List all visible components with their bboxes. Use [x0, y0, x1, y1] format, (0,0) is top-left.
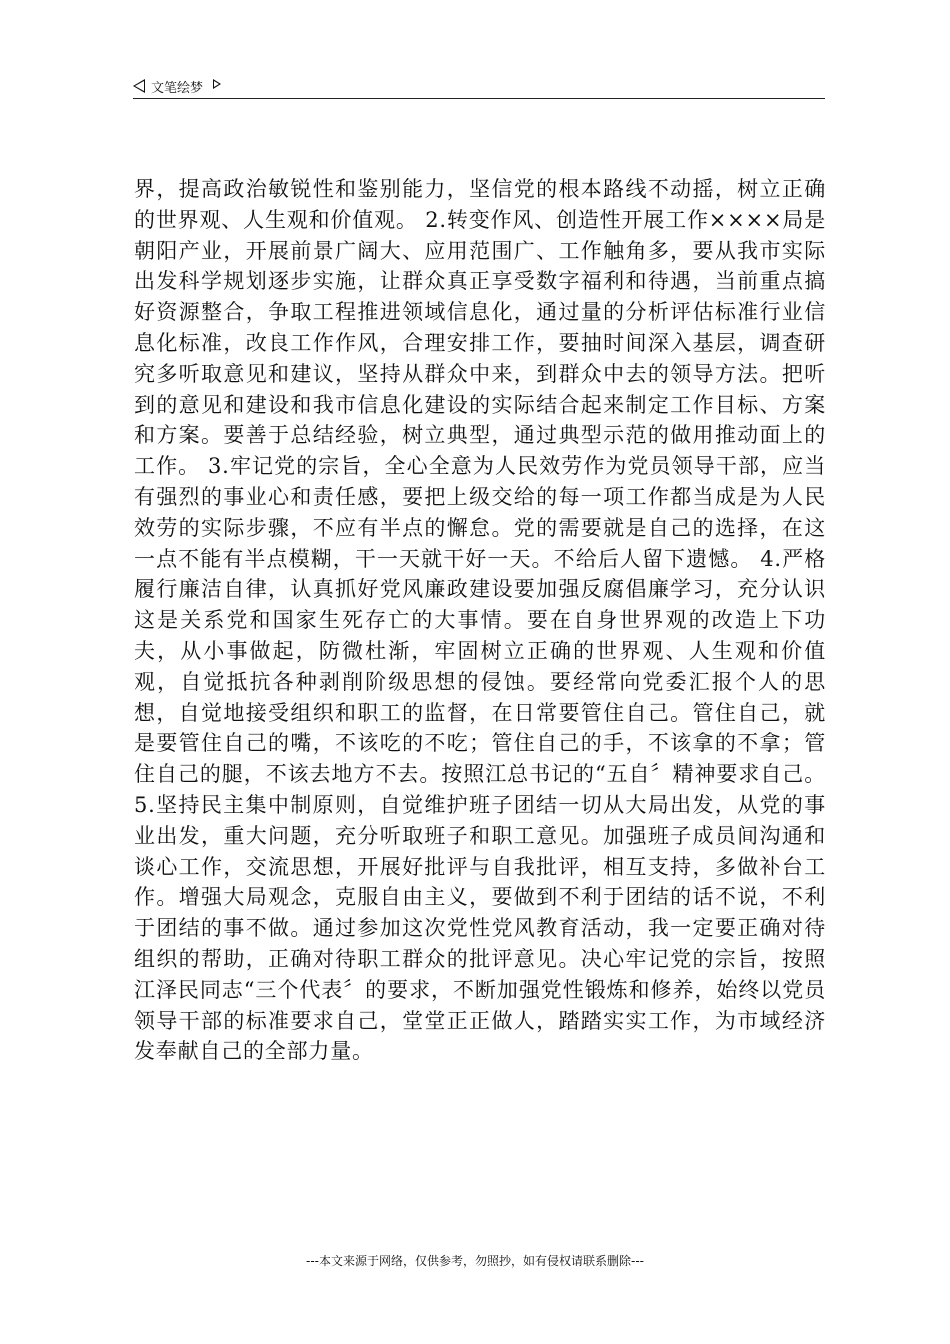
header-title: 文笔绘梦	[151, 80, 204, 96]
footer-disclaimer: ---本文来源于网络，仅供参考，勿照抄，如有侵权请联系删除---	[306, 1254, 644, 1268]
triangle-right-icon	[213, 79, 221, 89]
body-paragraph: 界，提高政治敏锐性和鉴别能力，坚信党的根本路线不动摇，树立正确的世界观、人生观和价值观。 2.转变作风、创造性开展工作××××局是朝阳产业，开展前景广阔大、应用范围广、工作触角多，要从我市实际出发科学规划逐步实施，让群众真正享受数字福利和待遇，当前重点搞好资源整合，争取工程推进领域信息化，通过量的分析评估标准行业信息化标准，改良工作作风，合理安排工作，要抽时间深入基层，调查研究多听取意见和建议，坚持从群众中来，到群众中去的领导方法。把听到的意见和建设和我市信息化建设的实际结合起来制定工作目标、方案和方案。要善于总结经验，树立典型，通过典型示范的做用推动面上的工作。 3.牢记党的宗旨，全心全意为人民效劳作为党员领导干部，应当有强烈的事业心和责任感，要把上级交给的每一项工作都当成是为人民效劳的实际步骤，不应有半点的懈怠。党的需要就是自己的选择，在这一点不能有半点模糊，干一天就干好一天。不给后人留下遗憾。 4.严格履行廉洁自律，认真抓好党风廉政建设要加强反腐倡廉学习，充分认识这是关系党和国家生死存亡的大事情。要在自身世界观的改造上下功夫，从小事做起，防微杜渐，牢固树立正确的世界观、人生观和价值观，自觉抵抗各种剥削阶级思想的侵蚀。要经常向党委汇报个人的思想，自觉地接受组织和职工的监督，在日常要管住自己。管住自己，就是要管住自己的嘴，不该吃的不吃；管住自己的手，不该拿的不拿；管住自己的腿，不该去地方不去。按照江总书记的“五自〞精神要求自己。 5.坚持民主集中制原则，自觉维护班子团结一切从大局出发，从党的事业出发，重大问题，充分听取班子和职工意见。加强班子成员间沟通和谈心工作，交流思想，开展好批评与自我批评，相互支持，多做补台工作。增强大局观念，克服自由主义，要做到不利于团结的话不说，不利于团结的事不做。通过参加这次党性党风教育活动，我一定要正确对待组织的帮助，正确对待职工群众的批评意见。决心牢记党的宗旨，按照江泽民同志“三个代表〞的要求，不断加强党性锻炼和修养，始终以党员领导干部的标准要求自己，堂堂正正做人，踏踏实实工作，为市域经济发奉献自己的全部力量。	[134, 177, 826, 1064]
page-header	[133, 74, 825, 99]
triangle-left-icon	[133, 79, 145, 93]
